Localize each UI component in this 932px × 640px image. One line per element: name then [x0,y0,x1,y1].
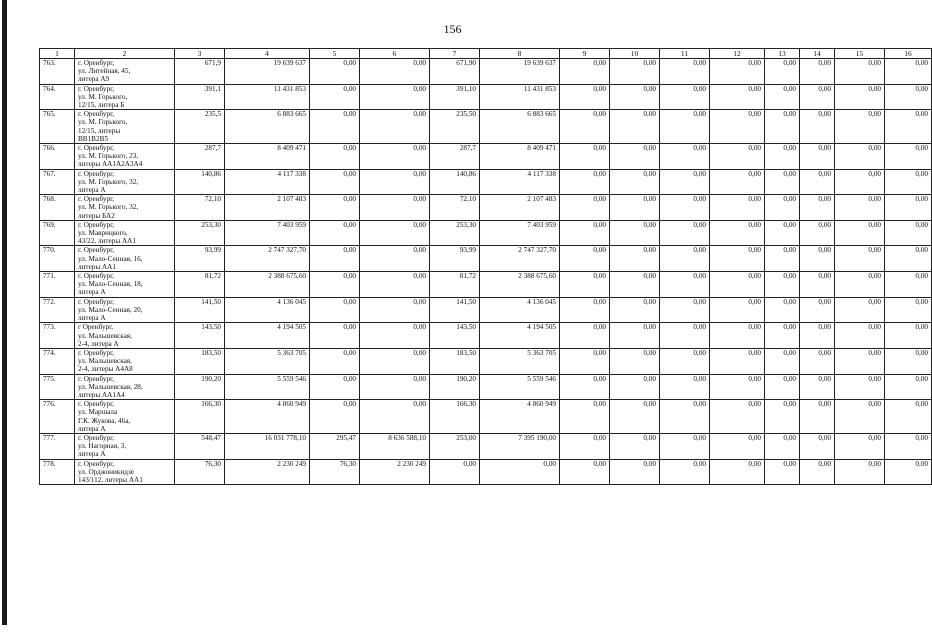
value-cell-col-14: 0,00 [800,323,835,349]
value-cell-col-15: 0,00 [835,348,885,374]
value-cell-col-10: 0,00 [610,220,660,246]
table-row [40,84,932,110]
value-cell-col-8: 19 639 637 [480,59,560,85]
value-cell-col-9: 0,00 [560,348,610,374]
value-cell-col-6: 0,00 [360,374,430,400]
row-number-cell: 777. [40,433,75,459]
value-cell-col-4: 19 639 637 [225,59,310,85]
value-cell-col-11: 0,00 [660,459,710,485]
value-cell-col-9: 0,00 [560,374,610,400]
header-row [40,49,932,59]
value-cell-col-7: 391,10 [430,84,480,110]
value-cell-col-14: 0,00 [800,459,835,485]
value-cell-col-11: 0,00 [660,144,710,170]
value-cell-col-4: 4 117 338 [225,169,310,195]
value-cell-col-11: 0,00 [660,84,710,110]
value-cell-col-14: 0,00 [800,144,835,170]
value-cell-col-16: 0,00 [885,144,932,170]
table-row [40,433,932,459]
value-cell-col-9: 0,00 [560,246,610,272]
value-cell-col-15: 0,00 [835,59,885,85]
column-header-10: 10 [610,49,660,59]
value-cell-col-9: 0,00 [560,169,610,195]
value-cell-col-12: 0,00 [710,110,765,144]
value-cell-col-3: 141,50 [175,297,225,323]
value-cell-col-13: 0,00 [765,144,800,170]
value-cell-col-15: 0,00 [835,84,885,110]
value-cell-col-4: 11 431 853 [225,84,310,110]
value-cell-col-11: 0,00 [660,110,710,144]
value-cell-col-9: 0,00 [560,110,610,144]
value-cell-col-13: 0,00 [765,110,800,144]
value-cell-col-14: 0,00 [800,348,835,374]
value-cell-col-11: 0,00 [660,272,710,298]
value-cell-col-12: 0,00 [710,59,765,85]
value-cell-col-9: 0,00 [560,144,610,170]
row-number-cell: 772. [40,297,75,323]
value-cell-col-4: 7 403 959 [225,220,310,246]
value-cell-col-6: 0,00 [360,220,430,246]
value-cell-col-6: 0,00 [360,84,430,110]
value-cell-col-8: 4 136 045 [480,297,560,323]
value-cell-col-15: 0,00 [835,272,885,298]
value-cell-col-8: 2 388 675,60 [480,272,560,298]
address-cell: г. Оренбург, ул. М. Горького, 32, литера А [75,169,175,195]
value-cell-col-5: 0,00 [310,169,360,195]
value-cell-col-7: 143,50 [430,323,480,349]
value-cell-col-15: 0,00 [835,459,885,485]
value-cell-col-3: 183,50 [175,348,225,374]
value-cell-col-9: 0,00 [560,59,610,85]
column-header-14: 14 [800,49,835,59]
value-cell-col-11: 0,00 [660,400,710,434]
value-cell-col-4: 2 388 675,60 [225,272,310,298]
value-cell-col-10: 0,00 [610,272,660,298]
value-cell-col-4: 5 559 546 [225,374,310,400]
value-cell-col-15: 0,00 [835,144,885,170]
value-cell-col-10: 0,00 [610,144,660,170]
value-cell-col-7: 671,90 [430,59,480,85]
value-cell-col-13: 0,00 [765,272,800,298]
table-row [40,220,932,246]
value-cell-col-15: 0,00 [835,110,885,144]
value-cell-col-6: 0,00 [360,297,430,323]
address-cell: г. Оренбург, ул. Мало-Сенная, 20, литера А [75,297,175,323]
value-cell-col-14: 0,00 [800,195,835,221]
column-header-8: 8 [480,49,560,59]
address-cell: г. Оренбург, ул. М. Горького, 12/15, литеры ВВ1В2В5 [75,110,175,144]
table-row [40,144,932,170]
row-number-cell: 776. [40,400,75,434]
row-number-cell: 765. [40,110,75,144]
value-cell-col-3: 190,20 [175,374,225,400]
value-cell-col-7: 141,50 [430,297,480,323]
value-cell-col-8: 11 431 853 [480,84,560,110]
value-cell-col-8: 4 117 338 [480,169,560,195]
value-cell-col-10: 0,00 [610,348,660,374]
value-cell-col-12: 0,00 [710,220,765,246]
value-cell-col-14: 0,00 [800,246,835,272]
value-cell-col-5: 76,30 [310,459,360,485]
value-cell-col-3: 671,9 [175,59,225,85]
value-cell-col-9: 0,00 [560,297,610,323]
value-cell-col-6: 0,00 [360,195,430,221]
value-cell-col-11: 0,00 [660,433,710,459]
value-cell-col-10: 0,00 [610,459,660,485]
value-cell-col-12: 0,00 [710,400,765,434]
address-cell: г. Оренбург, ул. Маврицкого, 43/22, литеры АА1 [75,220,175,246]
value-cell-col-15: 0,00 [835,433,885,459]
value-cell-col-6: 0,00 [360,272,430,298]
value-cell-col-16: 0,00 [885,84,932,110]
value-cell-col-3: 72,10 [175,195,225,221]
value-cell-col-13: 0,00 [765,459,800,485]
value-cell-col-16: 0,00 [885,272,932,298]
value-cell-col-14: 0,00 [800,297,835,323]
column-header-11: 11 [660,49,710,59]
value-cell-col-14: 0,00 [800,220,835,246]
value-cell-col-3: 143,50 [175,323,225,349]
value-cell-col-15: 0,00 [835,220,885,246]
table-row [40,110,932,144]
binding-edge-bar [2,0,7,625]
value-cell-col-16: 0,00 [885,433,932,459]
value-cell-col-5: 0,00 [310,195,360,221]
value-cell-col-13: 0,00 [765,433,800,459]
value-cell-col-3: 548,47 [175,433,225,459]
value-cell-col-14: 0,00 [800,374,835,400]
value-cell-col-11: 0,00 [660,348,710,374]
value-cell-col-13: 0,00 [765,348,800,374]
value-cell-col-16: 0,00 [885,297,932,323]
value-cell-col-14: 0,00 [800,400,835,434]
register-table [39,48,932,485]
value-cell-col-8: 0,00 [480,459,560,485]
value-cell-col-12: 0,00 [710,246,765,272]
row-number-cell: 768. [40,195,75,221]
row-number-cell: 775. [40,374,75,400]
value-cell-col-5: 0,00 [310,400,360,434]
value-cell-col-12: 0,00 [710,195,765,221]
value-cell-col-5: 0,00 [310,323,360,349]
value-cell-col-8: 6 883 665 [480,110,560,144]
value-cell-col-7: 253,30 [430,220,480,246]
value-cell-col-13: 0,00 [765,220,800,246]
value-cell-col-9: 0,00 [560,272,610,298]
table-row [40,246,932,272]
value-cell-col-5: 0,00 [310,84,360,110]
value-cell-col-3: 140,86 [175,169,225,195]
value-cell-col-4: 2 230 249 [225,459,310,485]
value-cell-col-6: 0,00 [360,323,430,349]
address-cell: г. Оренбург, ул. Нагорная, 3, литера А [75,433,175,459]
value-cell-col-10: 0,00 [610,84,660,110]
value-cell-col-6: 0,00 [360,400,430,434]
value-cell-col-15: 0,00 [835,246,885,272]
value-cell-col-11: 0,00 [660,59,710,85]
value-cell-col-7: 140,86 [430,169,480,195]
value-cell-col-13: 0,00 [765,400,800,434]
column-header-6: 6 [360,49,430,59]
value-cell-col-12: 0,00 [710,323,765,349]
value-cell-col-11: 0,00 [660,220,710,246]
address-cell: г Оренбург, ул. Мальшевская, 2-4, литера А [75,323,175,349]
value-cell-col-3: 93,99 [175,246,225,272]
value-cell-col-8: 2 107 483 [480,195,560,221]
value-cell-col-11: 0,00 [660,169,710,195]
value-cell-col-3: 81,72 [175,272,225,298]
address-cell: г. Оренбург, ул. М. Горького, 23, литеры АА1А2А3А4 [75,144,175,170]
value-cell-col-13: 0,00 [765,374,800,400]
row-number-cell: 770. [40,246,75,272]
value-cell-col-7: 93,99 [430,246,480,272]
column-header-16: 16 [885,49,932,59]
value-cell-col-12: 0,00 [710,272,765,298]
value-cell-col-5: 0,00 [310,110,360,144]
value-cell-col-3: 287,7 [175,144,225,170]
value-cell-col-5: 0,00 [310,220,360,246]
table-row [40,195,932,221]
value-cell-col-11: 0,00 [660,374,710,400]
value-cell-col-5: 0,00 [310,374,360,400]
value-cell-col-14: 0,00 [800,59,835,85]
value-cell-col-11: 0,00 [660,297,710,323]
value-cell-col-4: 4 136 045 [225,297,310,323]
address-cell: г. Оренбург, ул. Мало-Сенная, 16, литеры АА1 [75,246,175,272]
value-cell-col-9: 0,00 [560,433,610,459]
value-cell-col-9: 0,00 [560,323,610,349]
table-body [40,59,932,485]
value-cell-col-13: 0,00 [765,84,800,110]
value-cell-col-13: 0,00 [765,169,800,195]
value-cell-col-4: 16 031 778,10 [225,433,310,459]
value-cell-col-12: 0,00 [710,433,765,459]
value-cell-col-7: 287,7 [430,144,480,170]
row-number-cell: 764. [40,84,75,110]
address-cell: г. Оренбург, ул. Литейная, 45, литера А9 [75,59,175,85]
value-cell-col-14: 0,00 [800,433,835,459]
value-cell-col-13: 0,00 [765,323,800,349]
value-cell-col-5: 0,00 [310,348,360,374]
column-header-3: 3 [175,49,225,59]
table-row [40,459,932,485]
value-cell-col-6: 0,00 [360,144,430,170]
table-row [40,374,932,400]
value-cell-col-13: 0,00 [765,59,800,85]
value-cell-col-16: 0,00 [885,400,932,434]
value-cell-col-4: 4 194 505 [225,323,310,349]
value-cell-col-12: 0,00 [710,459,765,485]
value-cell-col-14: 0,00 [800,272,835,298]
value-cell-col-16: 0,00 [885,110,932,144]
row-number-cell: 778. [40,459,75,485]
table-row [40,169,932,195]
value-cell-col-7: 0,00 [430,459,480,485]
value-cell-col-7: 166,30 [430,400,480,434]
value-cell-col-12: 0,00 [710,374,765,400]
table-row [40,297,932,323]
value-cell-col-4: 5 363 705 [225,348,310,374]
value-cell-col-16: 0,00 [885,59,932,85]
column-header-4: 4 [225,49,310,59]
value-cell-col-10: 0,00 [610,169,660,195]
column-header-12: 12 [710,49,765,59]
value-cell-col-13: 0,00 [765,297,800,323]
value-cell-col-9: 0,00 [560,84,610,110]
value-cell-col-12: 0,00 [710,84,765,110]
value-cell-col-15: 0,00 [835,323,885,349]
address-cell: г. Оренбург, ул. Мальшевская, 2-4, литеры А4А8 [75,348,175,374]
value-cell-col-12: 0,00 [710,348,765,374]
value-cell-col-13: 0,00 [765,246,800,272]
table-row [40,400,932,434]
value-cell-col-16: 0,00 [885,169,932,195]
value-cell-col-5: 0,00 [310,246,360,272]
value-cell-col-16: 0,00 [885,374,932,400]
value-cell-col-10: 0,00 [610,433,660,459]
value-cell-col-3: 391,1 [175,84,225,110]
value-cell-col-14: 0,00 [800,169,835,195]
value-cell-col-16: 0,00 [885,220,932,246]
value-cell-col-6: 0,00 [360,59,430,85]
value-cell-col-10: 0,00 [610,374,660,400]
value-cell-col-9: 0,00 [560,195,610,221]
value-cell-col-6: 0,00 [360,348,430,374]
address-cell: г. Оренбург, ул. Мальшевская, 28, литеры АА1А4 [75,374,175,400]
row-number-cell: 766. [40,144,75,170]
value-cell-col-9: 0,00 [560,220,610,246]
table-row [40,272,932,298]
value-cell-col-3: 76,30 [175,459,225,485]
value-cell-col-3: 235,5 [175,110,225,144]
value-cell-col-7: 235,50 [430,110,480,144]
value-cell-col-8: 7 395 190,00 [480,433,560,459]
value-cell-col-8: 5 363 705 [480,348,560,374]
address-cell: г. Оренбург, ул. Мало-Сенная, 18, литера А [75,272,175,298]
value-cell-col-3: 253,30 [175,220,225,246]
value-cell-col-5: 0,00 [310,59,360,85]
value-cell-col-7: 72,10 [430,195,480,221]
value-cell-col-4: 2 107 483 [225,195,310,221]
value-cell-col-6: 0,00 [360,169,430,195]
row-number-cell: 773. [40,323,75,349]
value-cell-col-16: 0,00 [885,195,932,221]
value-cell-col-10: 0,00 [610,110,660,144]
value-cell-col-5: 0,00 [310,144,360,170]
value-cell-col-8: 8 409 471 [480,144,560,170]
value-cell-col-15: 0,00 [835,195,885,221]
value-cell-col-7: 190,20 [430,374,480,400]
value-cell-col-12: 0,00 [710,297,765,323]
value-cell-col-9: 0,00 [560,459,610,485]
value-cell-col-8: 4 194 505 [480,323,560,349]
table-row [40,348,932,374]
row-number-cell: 763. [40,59,75,85]
value-cell-col-8: 2 747 327,70 [480,246,560,272]
value-cell-col-10: 0,00 [610,400,660,434]
column-header-1: 1 [40,49,75,59]
column-header-7: 7 [430,49,480,59]
value-cell-col-10: 0,00 [610,246,660,272]
value-cell-col-10: 0,00 [610,195,660,221]
value-cell-col-4: 4 860 949 [225,400,310,434]
address-cell: г. Оренбург, ул. Маршала Г.К. Жукова, 46а, литера А [75,400,175,434]
row-number-cell: 774. [40,348,75,374]
value-cell-col-4: 8 409 471 [225,144,310,170]
column-header-5: 5 [310,49,360,59]
value-cell-col-8: 7 403 959 [480,220,560,246]
value-cell-col-15: 0,00 [835,374,885,400]
value-cell-col-11: 0,00 [660,246,710,272]
value-cell-col-7: 253,00 [430,433,480,459]
value-cell-col-6: 0,00 [360,110,430,144]
value-cell-col-5: 0,00 [310,297,360,323]
row-number-cell: 767. [40,169,75,195]
address-cell: г. Оренбург, ул. М. Горького, 32, литеры БА2 [75,195,175,221]
row-number-cell: 769. [40,220,75,246]
address-cell: г. Оренбург, ул. Орджоникидзе 143/112, литеры АА1 [75,459,175,485]
value-cell-col-6: 0,00 [360,246,430,272]
address-cell: г. Оренбург, ул. М. Горького, 12/15, литера Б [75,84,175,110]
value-cell-col-11: 0,00 [660,323,710,349]
column-header-2: 2 [75,49,175,59]
table-row [40,323,932,349]
value-cell-col-9: 0,00 [560,400,610,434]
page-number: 156 [443,22,462,36]
value-cell-col-12: 0,00 [710,169,765,195]
value-cell-col-3: 166,30 [175,400,225,434]
value-cell-col-10: 0,00 [610,59,660,85]
value-cell-col-6: 8 636 588,10 [360,433,430,459]
value-cell-col-15: 0,00 [835,297,885,323]
value-cell-col-16: 0,00 [885,246,932,272]
value-cell-col-6: 2 230 249 [360,459,430,485]
value-cell-col-5: 0,00 [310,272,360,298]
value-cell-col-7: 183,50 [430,348,480,374]
value-cell-col-10: 0,00 [610,297,660,323]
value-cell-col-13: 0,00 [765,195,800,221]
value-cell-col-7: 81,72 [430,272,480,298]
value-cell-col-15: 0,00 [835,169,885,195]
column-header-13: 13 [765,49,800,59]
value-cell-col-5: 295,47 [310,433,360,459]
value-cell-col-11: 0,00 [660,195,710,221]
value-cell-col-16: 0,00 [885,323,932,349]
value-cell-col-16: 0,00 [885,459,932,485]
table-row [40,59,932,85]
value-cell-col-15: 0,00 [835,400,885,434]
value-cell-col-10: 0,00 [610,323,660,349]
value-cell-col-14: 0,00 [800,84,835,110]
value-cell-col-4: 6 883 665 [225,110,310,144]
value-cell-col-8: 4 860 949 [480,400,560,434]
column-header-9: 9 [560,49,610,59]
row-number-cell: 771. [40,272,75,298]
value-cell-col-12: 0,00 [710,144,765,170]
value-cell-col-14: 0,00 [800,110,835,144]
value-cell-col-4: 2 747 327,70 [225,246,310,272]
value-cell-col-16: 0,00 [885,348,932,374]
column-header-15: 15 [835,49,885,59]
value-cell-col-8: 5 559 546 [480,374,560,400]
